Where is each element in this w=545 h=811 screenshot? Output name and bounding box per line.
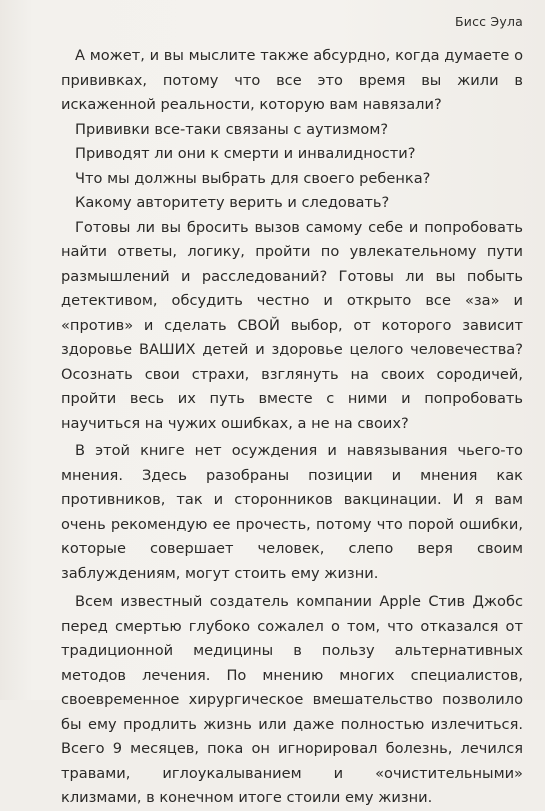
paragraph-no-judgment: В этой книге нет осуждения и навязывания чьего-то мнения. Здесь разобраны позиции и мнения как противников, так и сторонников вакцинации. И я вам очень рекомендую ее прочесть, потому что порой ошибки, которые совершает человек, слепо веря своим заблуждениям, могут стоить ему жизни. (61, 442, 523, 582)
question-authority: Какому авторитету верить и следовать? (75, 194, 390, 211)
question-autism: Прививки все-таки связаны с аутизмом? (75, 120, 389, 138)
question-child-choice: Что мы должны выбрать для своего ребенка? (75, 169, 431, 187)
paragraph-challenge: Готовы ли вы бросить вызов самому себе и попробовать найти ответы, логику, пройти по увлекательному пути размышлений и расследований? Готовы ли вы побыть детективом, обсудить честно и открыто все «за» и «против» и сделать СВОЙ выбор, от которого зависит здоровье ВАШИХ детей и здоровье целого человечества? Осознать свои страхи, взглянуть на своих сородичей, пройти весь их путь вместе с ними и попробовать научиться на чужих ошибках, а не на своих? (61, 218, 523, 432)
question-death-disability: Приводят ли они к смерти и инвалидности? (75, 145, 416, 162)
paragraph-absurd-thinking: А может, и вы мыслите также абсурдно, когда думаете о прививках, потому что все это время вы жили в искаженной реальности, которую вам навязали? (61, 47, 523, 113)
body-text (61, 44, 523, 811)
running-head-author: Бисс Эула (455, 14, 523, 29)
paragraph-steve-jobs: Всем известный создатель компании Apple Стив Джобс перед смертью глубоко сожалел о том, что отказался от традиционной медицины в пользу альтернативных методов лечения. По мнению многих специалистов, своевременное хирургическое вмешательство позволило бы ему продлить жизнь или даже полностью излечиться. Всего 9 месяцев, пока он игнорировал болезнь, лечился травами, иглоукалыванием и «очистительными» клизмами, в конечном итоге стоили ему жизни. (61, 593, 523, 806)
